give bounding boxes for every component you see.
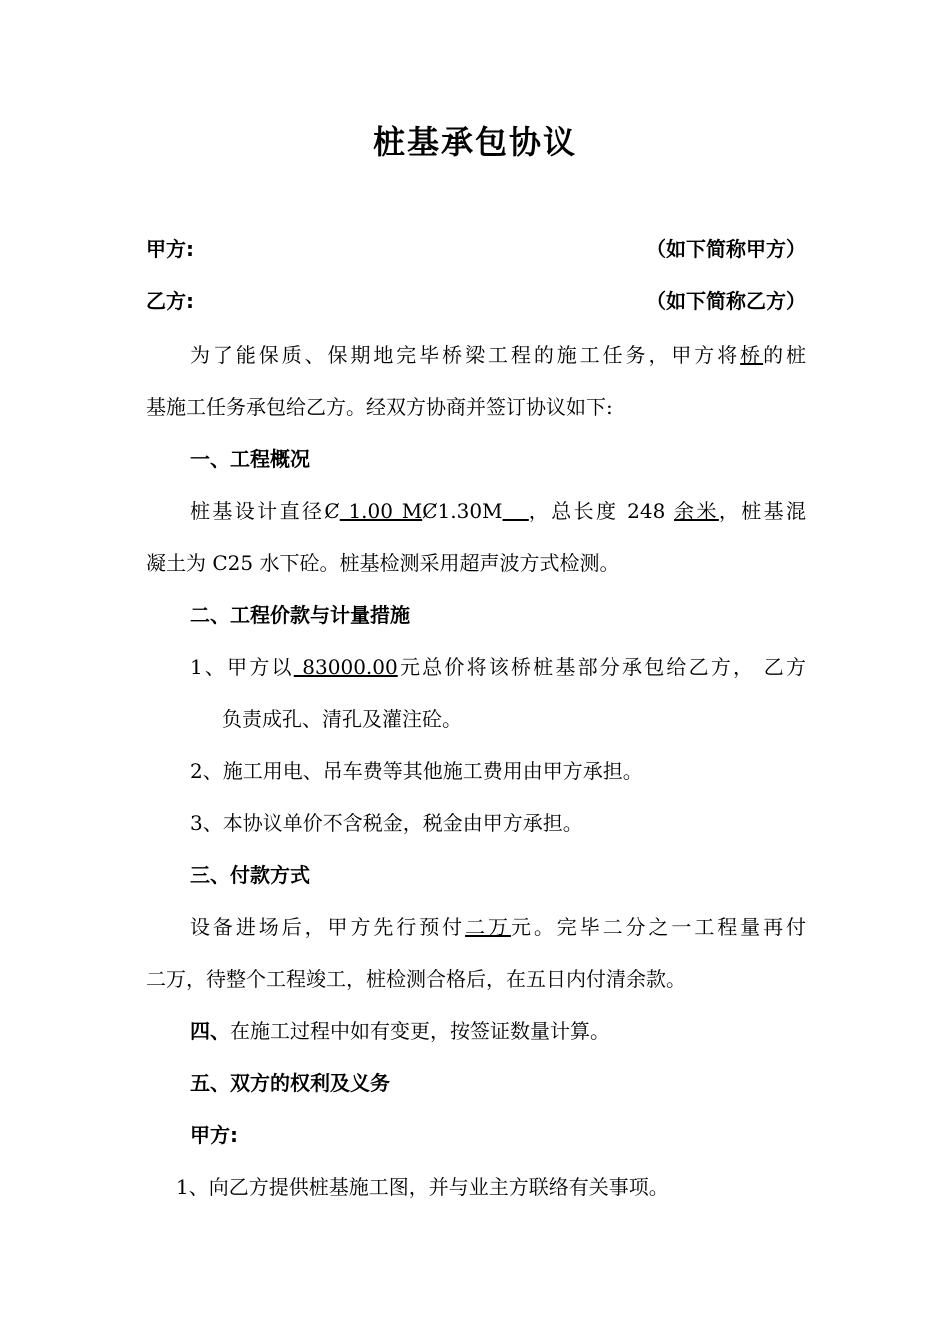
section-4-line: 四、在施工过程中如有变更，按签证数量计算。	[190, 1019, 610, 1043]
section-2-item-3: 3、本协议单价不含税金，税金由甲方承担。	[190, 811, 583, 835]
party-a-note: （如下简称甲方）	[646, 237, 806, 261]
section-5-heading: 五、双方的权利及义务	[190, 1071, 390, 1095]
party-a-line	[146, 234, 806, 264]
section-2-item-1: 1、甲方以 83000.00元总价将该桥桩基部分承包给乙方， 乙方	[190, 655, 806, 679]
section-1-line-2: 凝土为 C25 水下砼。桩基检测采用超声波方式检测。	[146, 551, 620, 575]
party-a-label: 甲方:	[146, 237, 194, 261]
section-5-a-item-1: 1、向乙方提供桩基施工图，并与业主方联络有关事项。	[176, 1175, 669, 1199]
party-b-label: 乙方:	[146, 289, 194, 313]
intro-line-2: 基施工任务承包给乙方。经双方协商并签订协议如下:	[146, 395, 613, 419]
section-1-heading: 一、工程概况	[190, 447, 310, 471]
section-2-item-2: 2、施工用电、吊车费等其他施工费用由甲方承担。	[190, 759, 643, 783]
section-2-item-1-cont: 负责成孔、清孔及灌注砼。	[222, 707, 462, 731]
party-b-line	[146, 286, 806, 316]
section-1-line-1: 桩基设计直径Ȼ 1.00 MȻ1.30M ，总长度 248 余米，桩基混	[190, 499, 807, 523]
section-3-line-2: 二万，待整个工程竣工，桩检测合格后，在五日内付清余款。	[146, 967, 686, 991]
section-3-line-1: 设备进场后，甲方先行预付二万元。完毕二分之一工程量再付	[190, 915, 807, 939]
section-5-party-a-label: 甲方:	[190, 1123, 238, 1147]
section-2-heading: 二、工程价款与计量措施	[190, 603, 410, 627]
section-3-heading: 三、付款方式	[190, 863, 310, 887]
intro-line-1: 为了能保质、保期地完毕桥梁工程的施工任务，甲方将桥的桩	[190, 343, 807, 367]
document-title: 桩基承包协议	[372, 123, 577, 161]
party-b-note: （如下简称乙方）	[646, 289, 806, 313]
